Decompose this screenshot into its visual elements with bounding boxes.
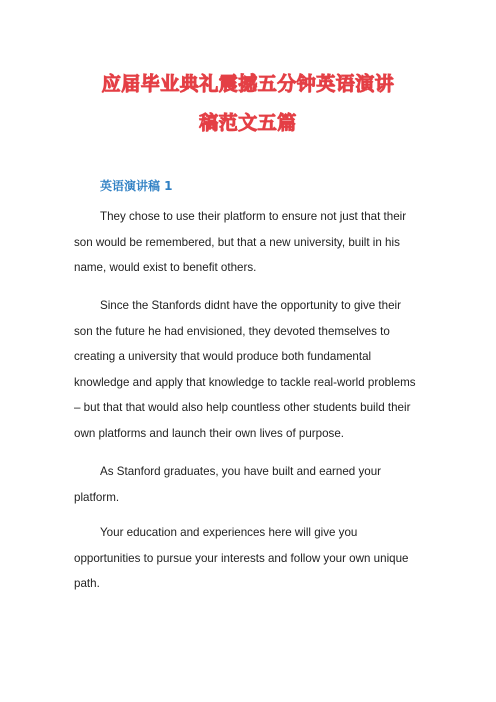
- paragraph-line: name, would exist to benefit others.: [74, 261, 257, 274]
- paragraph-1: [74, 204, 407, 281]
- paragraph-line: – but that that would also help countless other students build their: [74, 401, 411, 414]
- paragraph-line: As Stanford graduates, you have built and earned your: [100, 465, 382, 478]
- paragraph-line: Since the Stanfords didnt have the opportunity to give their: [100, 299, 401, 312]
- paragraph-line: platform.: [74, 490, 120, 504]
- document-title-line-2: 稿范文五篇: [199, 112, 297, 134]
- paragraph-line: path.: [74, 577, 100, 590]
- paragraph-line: They chose to use their platform to ensure not just that their: [100, 210, 407, 223]
- document-title-line-1: 应届毕业典礼震撼五分钟英语演讲: [101, 73, 395, 95]
- paragraph-line: son the future he had envisioned, they devoted themselves to: [74, 324, 390, 338]
- paragraph-line: son would be remembered, but that a new university, built in his: [74, 235, 400, 249]
- paragraph-line: knowledge and apply that knowledge to tackle real-world problems: [74, 375, 416, 389]
- paragraph-line: own platforms and launch their own lives of purpose.: [74, 426, 345, 440]
- paragraph-line: Your education and experiences here will give you: [100, 526, 358, 539]
- paragraph-line: creating a university that would produce both fundamental: [74, 350, 372, 363]
- section-heading: 英语演讲稿 1: [100, 179, 173, 193]
- paragraph-2: [74, 293, 416, 446]
- paragraph-line: opportunities to pursue your interests and follow your own unique: [74, 551, 409, 565]
- paragraph-3: [74, 459, 394, 510]
- paragraph-4: [74, 520, 409, 597]
